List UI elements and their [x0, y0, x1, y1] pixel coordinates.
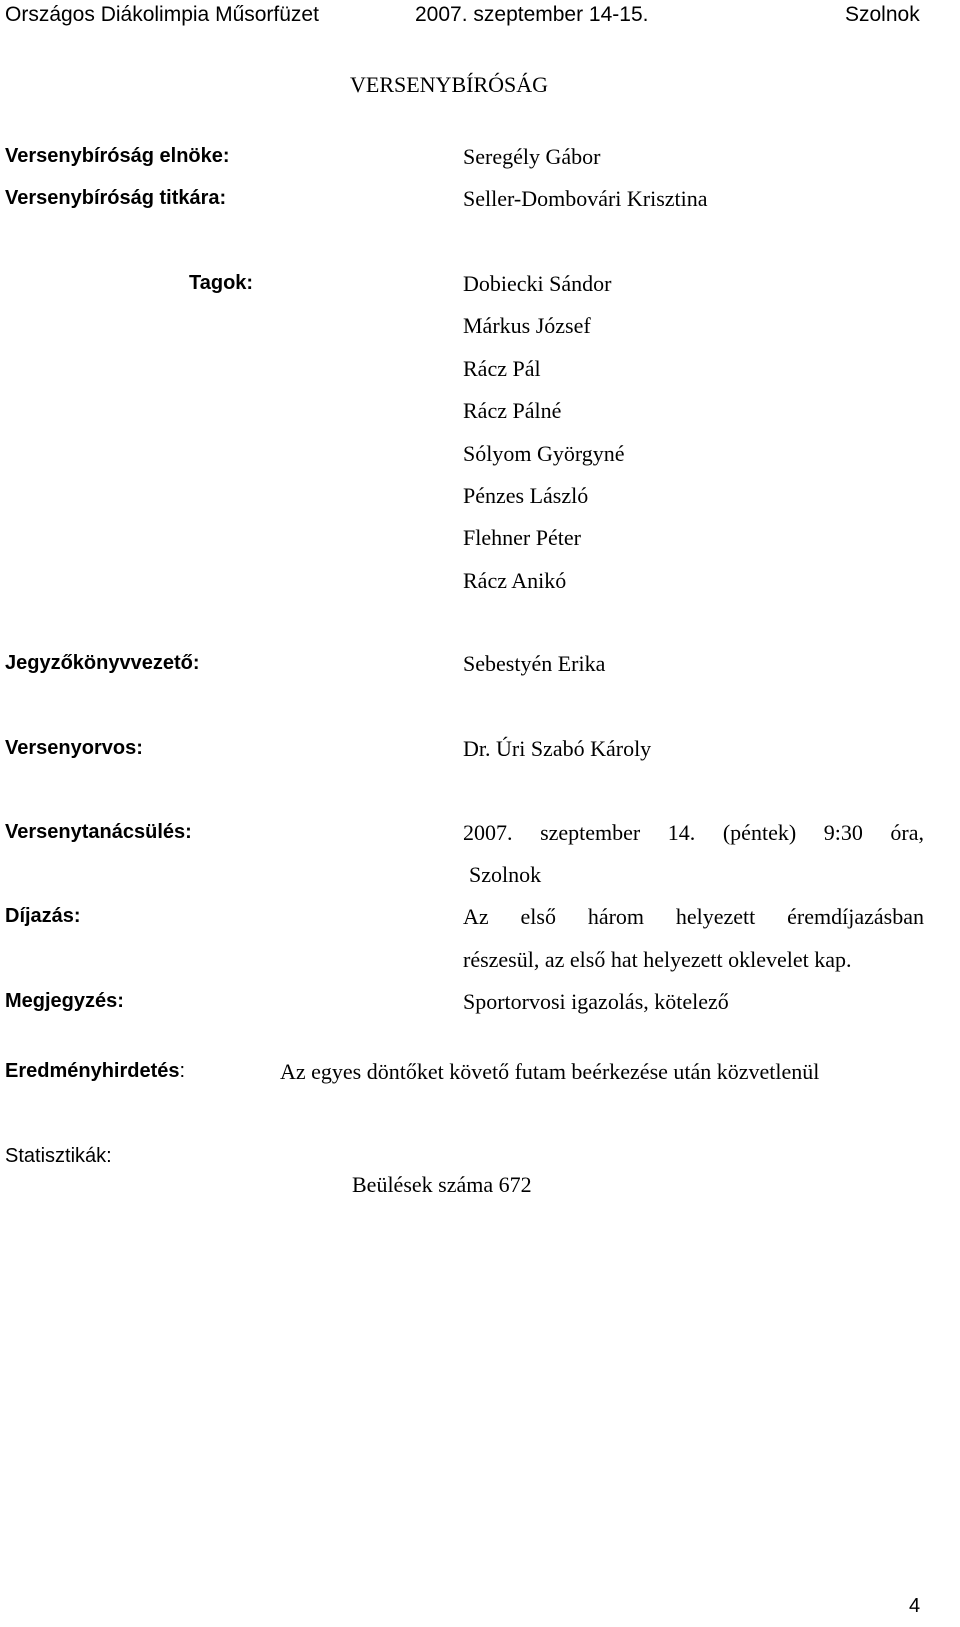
awards-line-1	[463, 906, 924, 928]
header-center: 2007. szeptember 14-15.	[415, 3, 649, 26]
results-value: Az egyes döntőket követő futam beérkezése után közvetlenül	[280, 1059, 820, 1084]
member-name: Pénzes László	[463, 483, 589, 508]
council-line-2: Szolnok	[469, 862, 542, 887]
members-label: Tagok:	[189, 272, 254, 294]
awards-word: Az	[463, 904, 489, 929]
council-word: 14.	[667, 820, 696, 845]
page-title: VERSENYBÍRÓSÁG	[350, 72, 549, 97]
recorder-value: Sebestyén Erika	[463, 651, 606, 676]
council-line-1	[463, 822, 924, 844]
president-label: Versenybíróság elnöke:	[5, 145, 230, 167]
awards-word: első	[520, 904, 556, 929]
note-label: Megjegyzés:	[5, 990, 124, 1012]
council-word: 2007.	[463, 820, 513, 845]
member-name: Rácz Pál	[463, 356, 541, 381]
doctor-label: Versenyorvos:	[5, 737, 143, 759]
results-label: Eredményhirdetés	[5, 1060, 180, 1082]
doctor-value: Dr. Úri Szabó Károly	[463, 736, 652, 761]
secretary-label: Versenybíróság titkára:	[5, 187, 227, 209]
member-name: Márkus József	[463, 313, 591, 338]
recorder-label: Jegyzőkönyvvezető:	[5, 652, 200, 674]
awards-word: helyezett	[675, 904, 756, 929]
header-left: Országos Diákolimpia Műsorfüzet	[5, 3, 319, 26]
member-name: Sólyom Györgyné	[463, 441, 625, 466]
council-word: 9:30	[823, 820, 863, 845]
members-list	[463, 273, 863, 603]
council-word: óra,	[890, 820, 924, 845]
awards-label: Díjazás:	[5, 905, 81, 927]
member-name: Rácz Pálné	[463, 398, 562, 423]
member-name: Dobiecki Sándor	[463, 271, 612, 296]
note-value: Sportorvosi igazolás, kötelező	[463, 989, 729, 1014]
page-number: 4	[909, 1595, 921, 1617]
results-label-row	[5, 1061, 185, 1081]
member-name: Rácz Anikó	[463, 568, 567, 593]
awards-line-2: részesül, az első hat helyezett oklevelet kap.	[463, 947, 852, 972]
council-word: szeptember	[540, 820, 641, 845]
awards-word: három	[587, 904, 645, 929]
stats-label: Statisztikák:	[5, 1145, 112, 1167]
president-value: Seregély Gábor	[463, 144, 601, 169]
stats-value: Beülések száma 672	[352, 1172, 532, 1197]
secretary-value: Seller-Dombovári Krisztina	[463, 186, 708, 211]
awards-word: éremdíjazásban	[787, 904, 924, 929]
header-right: Szolnok	[845, 3, 920, 26]
council-label: Versenytanácsülés:	[5, 821, 192, 843]
results-colon: :	[179, 1060, 186, 1082]
council-word: (péntek)	[722, 820, 797, 845]
member-name: Flehner Péter	[463, 525, 581, 550]
